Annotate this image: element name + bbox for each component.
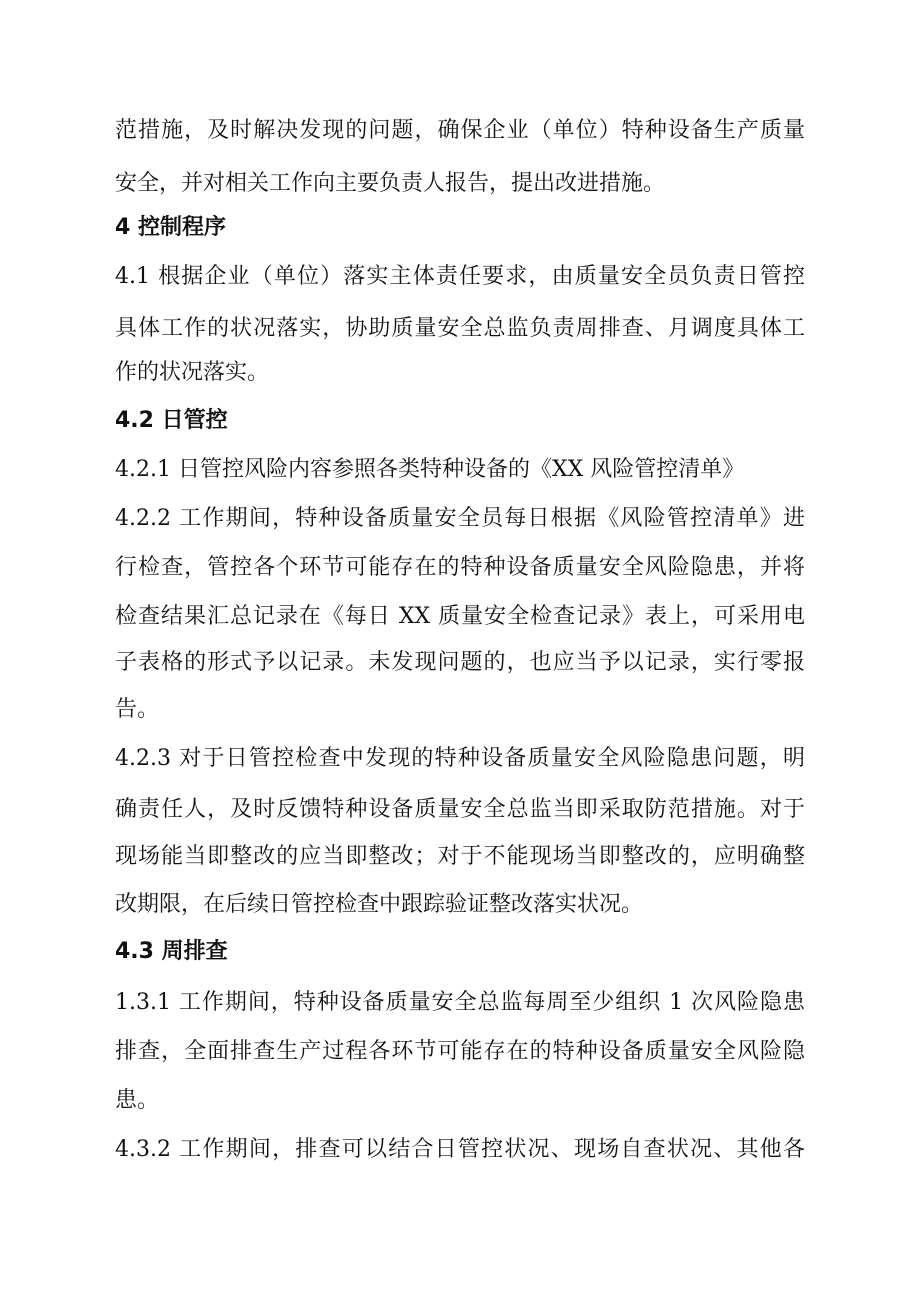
body-text-line: 4.3.2 工作期间，排查可以结合日管控状况、现场自查状况、其他各 [115, 1137, 805, 1162]
body-text-line: 4.2.3 对于日管控检查中发现的特种设备质量安全风险隐患问题，明 [115, 746, 805, 771]
body-text-line: 确责任人，及时反馈特种设备质量安全总监当即采取防范措施。对于 [115, 797, 805, 822]
body-text-line: 子表格的形式予以记录。未发现问题的，也应当予以记录，实行零报 [115, 650, 805, 675]
body-text-line: 4.2.1 日管控风险内容参照各类特种设备的《XX 风险管控清单》 [115, 457, 745, 482]
body-text-line: 作的状况落实。 [115, 360, 270, 385]
body-text-line: 具体工作的状况落实，协助质量安全总监负责周排查、月调度具体工 [115, 316, 805, 341]
body-text-line: 患。 [115, 1088, 160, 1113]
body-text-line: 改期限，在后续日管控检查中跟踪验证整改落实状况。 [115, 892, 644, 917]
subsection-heading: 4.3 周排查 [115, 939, 228, 964]
body-text-line: 告。 [115, 697, 160, 722]
body-text-line: 行检查，管控各个环节可能存在的特种设备质量安全风险隐患，并将 [115, 555, 805, 580]
body-text-line: 4.2.2 工作期间，特种设备质量安全员每日根据《风险管控清单》进 [115, 506, 805, 531]
body-text-line: 4.1 根据企业（单位）落实主体责任要求，由质量安全员负责日管控 [115, 264, 805, 289]
body-text-line: 现场能当即整改的应当即整改；对于不能现场当即整改的，应明确整 [115, 844, 805, 869]
body-text-line: 安全，并对相关工作向主要负责人报告，提出改进措施。 [115, 171, 666, 196]
body-text-line: 检查结果汇总记录在《每日 XX 质量安全检查记录》表上，可采用电 [115, 604, 805, 629]
body-text-line: 1.3.1 工作期间，特种设备质量安全总监每周至少组织 1 次风险隐患 [115, 990, 805, 1015]
body-text-line: 范措施，及时解决发现的问题，确保企业（单位）特种设备生产质量 [115, 118, 805, 143]
subsection-heading: 4.2 日管控 [115, 408, 228, 433]
body-text-line: 排查，全面排查生产过程各环节可能存在的特种设备质量安全风险隐 [115, 1039, 805, 1064]
section-heading: 4 控制程序 [115, 215, 226, 240]
